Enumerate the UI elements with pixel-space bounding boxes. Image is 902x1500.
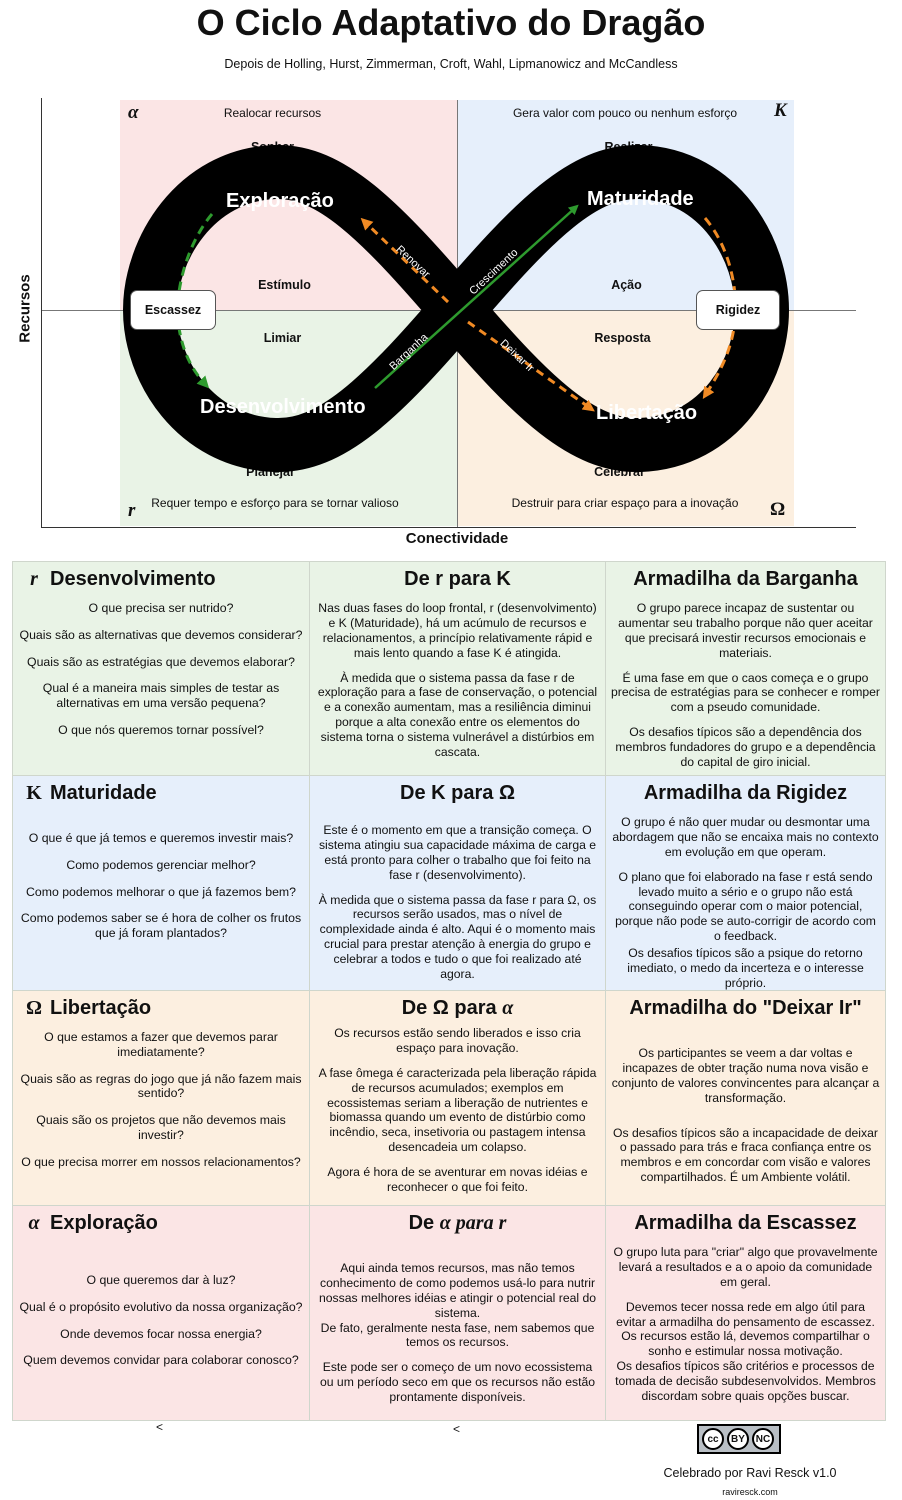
alpha-symbol: α	[128, 102, 139, 123]
phase-question: O que é que já temos e queremos investir mais?	[28, 831, 294, 845]
r-inner-label: Limiar	[263, 331, 302, 345]
footer-mark-left: <	[156, 1420, 164, 1434]
phase-question: O que precisa morrer em nossos relacionamentos?	[21, 1154, 301, 1169]
phase-question: Onde devemos focar nossa energia?	[60, 1326, 262, 1341]
phase-question: O que precisa ser nutrido?	[88, 601, 234, 615]
phase-question: Quais são as alternativas que devemos considerar?	[19, 627, 303, 642]
transition-title: De K para Ω	[400, 782, 515, 804]
transition-paragraph: Aqui ainda temos recursos, mas não temos conhecimento de como podemos usá-lo para nutrir nossas melhores idéias e atingir o potencial real do sistema. De fato, geralmente nesta fase, nem sabemos que temos os recursos.	[318, 1261, 597, 1350]
transition-title: De α para r	[408, 1212, 507, 1234]
trap-cell	[605, 991, 886, 1205]
path-deixar-ir: Deixar Ir	[497, 337, 537, 375]
phase-libertacao: Libertação	[596, 402, 698, 424]
page-subtitle: Depois de Holling, Hurst, Zimmerman, Croft, Wahl, Lipmanowicz and McCandless	[224, 57, 678, 71]
infinity-loop	[0, 0, 902, 560]
trap-title: Armadilha da Escassez	[634, 1212, 857, 1234]
phase-question: Quais são as regras do jogo que já não fazem mais sentido?	[20, 1071, 302, 1101]
trap-cell	[605, 1206, 886, 1420]
page-title: O Ciclo Adaptativo do Dragão	[196, 2, 706, 43]
r-bottom-text: Requer tempo e esforço para se tornar valioso	[151, 496, 399, 510]
phase-question: Como podemos saber se é hora de colher os frutos que já foram plantados?	[20, 911, 302, 940]
phase-symbol: Ω	[25, 997, 42, 1019]
transition-paragraph: A fase ômega é caracterizada pela liberação rápida de recursos acumulados; exemplos em ecossistemas seriam a liberação de nutrientes e biomassa quando um evento de distúrbio como incêndio, seca, insetivoria ou pastagem intensa desencadeia um colapso.	[318, 1065, 597, 1155]
transition-title-text: De Ω para α	[401, 997, 514, 1019]
trap-cell	[605, 562, 886, 775]
r-symbol: r	[128, 500, 136, 521]
transition-paragraph: Agora é hora de se aventurar em novas idéias e reconhecer o que foi feito.	[327, 1165, 588, 1194]
creative-commons-badge	[697, 1424, 781, 1454]
phase-heading	[18, 1212, 304, 1235]
table-row-alpha	[12, 1205, 886, 1421]
phase-table	[12, 561, 886, 1421]
x-axis-label: Conectividade	[405, 530, 509, 547]
alpha-verb: Sonhar	[250, 140, 295, 154]
trap-paragraph: Os desafios típicos são a incapacidade de deixar o passado para trás e fraca confiança entre os membros e em concordar com visão e valores compartilhados. É um Ambiente volátil.	[613, 1125, 878, 1185]
phase-question: Quais são as estratégias que devemos elaborar?	[27, 654, 295, 669]
phase-symbol: K	[26, 782, 42, 804]
path-barganha: Barganha	[387, 331, 431, 373]
site-link[interactable]: raviresck.com	[722, 1487, 778, 1497]
trap-paragraph: O grupo parece incapaz de sustentar ou aumentar seu trabalho porque não quer aceitar que precisará investir recursos emocionais e materiais.	[618, 601, 873, 660]
k-top-text: Gera valor com pouco ou nenhum esforço	[512, 106, 738, 120]
phase-title: Maturidade	[50, 782, 157, 804]
phase-question: O que queremos dar à luz?	[86, 1273, 236, 1287]
alpha-top-text: Realocar recursos	[223, 106, 322, 120]
phase-question: Como podemos gerenciar melhor?	[66, 857, 256, 872]
transition-cell	[309, 562, 605, 775]
trap-paragraph: Devemos tecer nossa rede em algo útil para evitar a armadilha do pensamento de escassez. Os recursos estão lá, devemos compartilhar o sonho e estimular nossa motivação. Os desafios típicos são critérios e processos de tomada de decisão subdesenvolvidos. Membros discordam sobre quais opções buscar.	[615, 1299, 876, 1403]
trap-rigidez: Rigidez	[696, 290, 780, 330]
trap-title: Armadilha do "Deixar Ir"	[629, 997, 862, 1019]
phase-question: O que nós queremos tornar possível?	[58, 722, 264, 737]
cc-icon: cc	[702, 1428, 724, 1450]
trap-paragraph: O plano que foi elaborado na fase r está sendo levado muito a sério e o grupo não está conseguindo operar com o maior potencial, porque não pode se auto-corrigir de acordo com o feedback.	[615, 869, 876, 944]
alpha-inner-label: Estímulo	[258, 278, 311, 292]
phase-question: Como podemos melhorar o que já fazemos bem?	[26, 884, 296, 899]
omega-inner-label: Resposta	[594, 331, 651, 345]
y-axis-label: Recursos	[16, 274, 34, 343]
transition-cell	[309, 776, 605, 990]
k-symbol: K	[774, 100, 787, 121]
phase-title: Desenvolvimento	[50, 568, 216, 590]
table-row-r	[12, 561, 886, 775]
phase-symbol: r	[30, 568, 38, 590]
r-verb: Planejar	[246, 465, 295, 479]
trap-escassez: Escassez	[130, 290, 216, 330]
phase-exploracao: Exploração	[226, 190, 334, 212]
transition-title: De r para K	[404, 568, 511, 590]
transition-cell	[309, 1206, 605, 1420]
transition-cell	[309, 991, 605, 1205]
phase-cell	[12, 776, 309, 990]
trap-title: Armadilha da Barganha	[633, 568, 858, 590]
nc-icon: NC	[752, 1428, 774, 1450]
phase-desenvolvimento: Desenvolvimento	[200, 396, 366, 418]
phase-symbol: α	[28, 1212, 40, 1234]
omega-bottom-text: Destruir para criar espaço para a inovação	[511, 496, 739, 510]
transition-paragraph: À medida que o sistema passa da fase r de exploração para a fase de conservação, o potencial e a conexão aumentam, mas a resiliência diminui porque a alta conexão entre os elementos do sistema torna o sistema vulnerável a distúrbios em cascata.	[317, 670, 598, 759]
path-renovar: Renovar	[393, 243, 433, 281]
transition-paragraph: Nas duas fases do loop frontal, r (desenvolvimento) e K (Maturidade), há um acúmulo de recursos e relacionamentos, a princípio relativamente rápid e mais lento quando a fase K é atingida.	[318, 601, 597, 660]
trap-paragraph: É uma fase em que o caos começa e o grupo precisa de estratégias para se conhecer e romper com a pseudo comunidade.	[611, 670, 880, 715]
phase-question: Quais são os projetos que não devemos mais investir?	[36, 1113, 286, 1142]
phase-title: Libertação	[50, 997, 152, 1019]
phase-cell	[12, 1206, 309, 1420]
footer-mark-center: <	[453, 1422, 461, 1436]
trap-title: Armadilha da Rigidez	[643, 782, 848, 804]
phase-cell	[12, 991, 309, 1205]
k-verb: Realizar	[604, 140, 653, 154]
transition-title	[315, 997, 600, 1020]
trap-paragraph: O grupo é não quer mudar ou desmontar uma abordagem que não se encaixa mais no contexto em evolução em que operam.	[612, 815, 879, 859]
table-row-omega	[12, 990, 886, 1205]
trap-paragraph: Os desafios típicos são a dependência dos membros fundadores do grupo e a dependência do capital de giro inicial.	[615, 725, 876, 769]
transition-paragraph: À medida que o sistema passa da fase r para Ω, os recursos serão usados, mas o nível de complexidade ainda é alto. Aqui é o momento mais crucial para prestar atenção à energia do grupo e celebrar a todos e tudo o que foi realizado até agora.	[318, 892, 597, 981]
k-inner-label: Ação	[611, 278, 642, 292]
omega-verb: Celebrar	[594, 465, 645, 479]
transition-paragraph: Este é o momento em que a transição começa. O sistema atingiu sua capacidade máxima de carga e está pronto para colher o trabalho que foi feito na fase r (desenvolvimento).	[318, 823, 597, 882]
phase-heading	[18, 782, 304, 805]
phase-question: Qual é o propósito evolutivo da nossa organização?	[19, 1299, 303, 1314]
transition-paragraph: Os recursos estão sendo liberados e isso cria espaço para inovação.	[334, 1026, 581, 1055]
trap-paragraph: Os desafios típicos são a psique do retorno imediato, o medo da incerteza e o interesse próprio.	[627, 946, 864, 990]
credit-text: Celebrado por Ravi Resck v1.0	[663, 1466, 837, 1480]
omega-symbol: Ω	[770, 499, 786, 520]
phase-heading	[18, 997, 304, 1020]
phase-title: Exploração	[50, 1212, 158, 1234]
trap-paragraph: O grupo luta para "criar" algo que provavelmente levará a resultados e a o apoio da comunidade em geral.	[613, 1245, 878, 1289]
phase-question: Qual é a maneira mais simples de testar as alternativas em uma versão pequena?	[42, 681, 280, 710]
phase-heading	[18, 568, 304, 591]
by-icon: BY	[727, 1428, 749, 1450]
phase-question: O que estamos a fazer que devemos parar imediatamente?	[44, 1030, 278, 1059]
trap-cell	[605, 776, 886, 990]
path-crescimento: Crescimento	[467, 246, 521, 298]
phase-cell	[12, 562, 309, 775]
transition-paragraph: Este pode ser o começo de um novo ecossistema ou um período seco em que os recursos não estão prontamente disponíveis.	[319, 1360, 596, 1404]
phase-maturidade: Maturidade	[587, 188, 694, 210]
phase-question: Quem devemos convidar para colaborar conosco?	[23, 1353, 299, 1368]
trap-paragraph: Os participantes se veem a dar voltas e incapazes de obter tração numa nova visão e conjunto de valores convincentes para alcançar a transformação.	[611, 1046, 880, 1105]
table-row-k	[12, 775, 886, 990]
